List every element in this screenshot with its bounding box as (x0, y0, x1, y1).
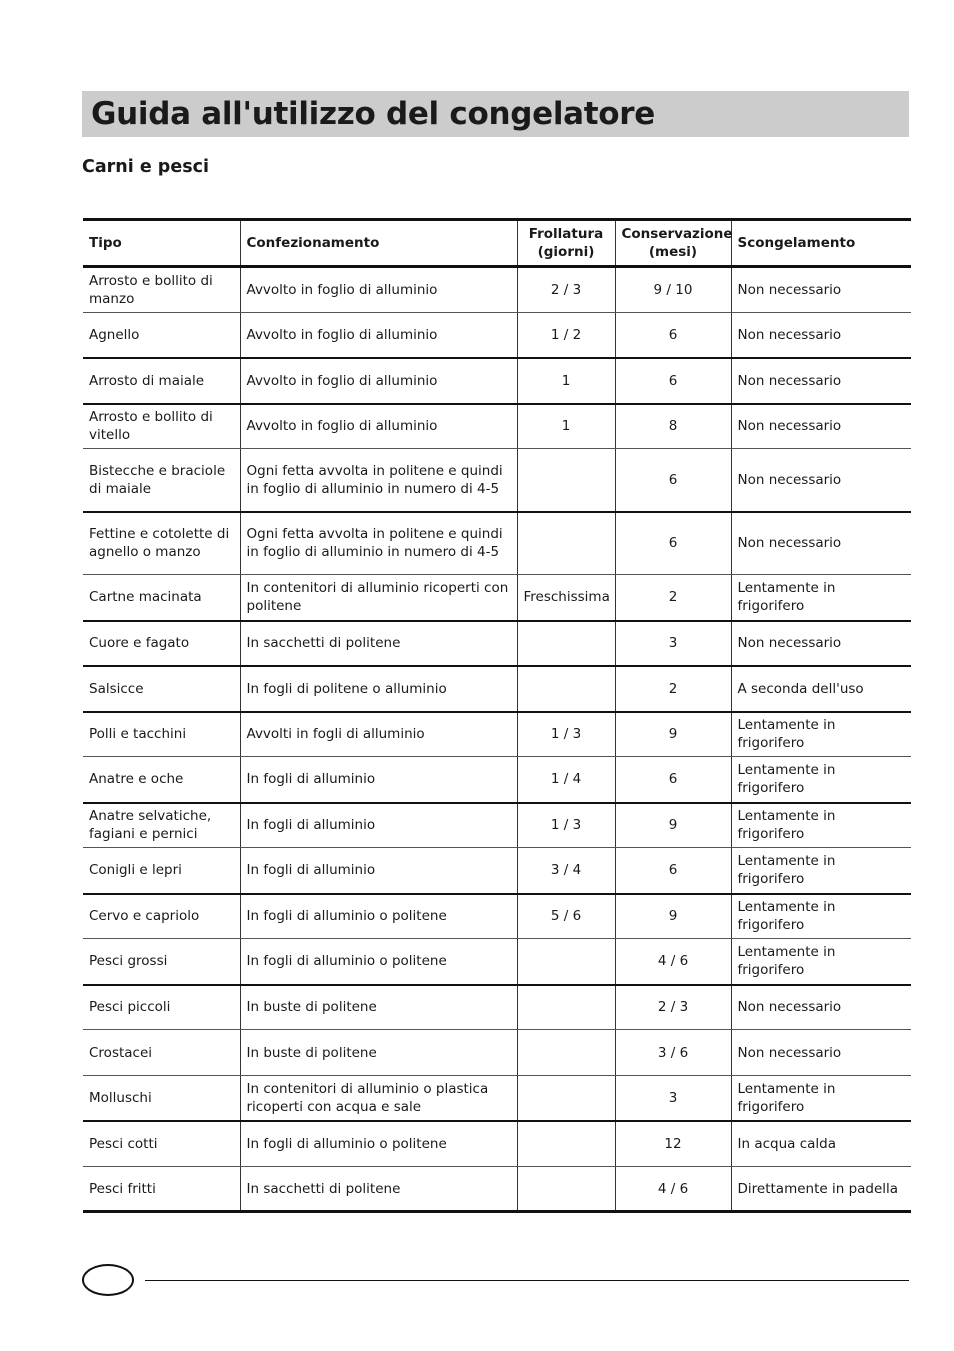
table-row (83, 757, 911, 803)
table-row (83, 575, 911, 621)
cell-tipo: Cuore e fagato (83, 621, 240, 666)
cell-tipo: Pesci cotti (83, 1121, 240, 1167)
cell-tipo: Arrosto e bollito di manzo (83, 267, 240, 313)
cell-frollatura (517, 666, 615, 712)
cell-conservazione: 8 (615, 404, 731, 449)
cell-frollatura: 1 / 2 (517, 313, 615, 358)
cell-scongelamento: Non necessario (731, 1030, 911, 1076)
table-row (83, 358, 911, 404)
cell-frollatura: 1 (517, 404, 615, 449)
header-frollatura: Frollatura (giorni) (517, 220, 615, 267)
header-conservazione: Conservazione (mesi) (615, 220, 731, 267)
cell-frollatura (517, 512, 615, 575)
cell-frollatura (517, 939, 615, 985)
cell-tipo: Anatre e oche (83, 757, 240, 803)
cell-scongelamento: Lentamente in frigorifero (731, 894, 911, 939)
header-confezionamento: Confezionamento (240, 220, 517, 267)
cell-tipo: Bistecche e braciole di maiale (83, 449, 240, 512)
cell-conservazione: 9 (615, 803, 731, 848)
table-row (83, 803, 911, 848)
cell-conservazione: 6 (615, 313, 731, 358)
cell-scongelamento: Direttamente in padella (731, 1167, 911, 1212)
table-row (83, 449, 911, 512)
cell-frollatura (517, 449, 615, 512)
cell-tipo: Pesci piccoli (83, 985, 240, 1030)
cell-tipo: Salsicce (83, 666, 240, 712)
cell-tipo: Arrosto di maiale (83, 358, 240, 404)
cell-tipo: Conigli e lepri (83, 848, 240, 894)
cell-confezionamento: In sacchetti di politene (240, 1167, 517, 1212)
freezer-guide-table (83, 218, 911, 1213)
cell-conservazione: 3 (615, 621, 731, 666)
cell-conservazione: 2 (615, 666, 731, 712)
table-row (83, 848, 911, 894)
header-scongelamento: Scongelamento (731, 220, 911, 267)
cell-confezionamento: In contenitori di alluminio o plastica ricoperti con acqua e sale (240, 1076, 517, 1121)
cell-tipo: Molluschi (83, 1076, 240, 1121)
title-bar (82, 91, 909, 137)
table-row (83, 267, 911, 313)
cell-frollatura (517, 985, 615, 1030)
cell-tipo: Cartne macinata (83, 575, 240, 621)
cell-frollatura: 1 (517, 358, 615, 404)
cell-confezionamento: In contenitori di alluminio ricoperti con politene (240, 575, 517, 621)
cell-conservazione: 9 (615, 894, 731, 939)
cell-frollatura (517, 1030, 615, 1076)
cell-confezionamento: In sacchetti di politene (240, 621, 517, 666)
cell-frollatura (517, 1167, 615, 1212)
cell-scongelamento: Non necessario (731, 267, 911, 313)
table-body (83, 267, 911, 1212)
cell-confezionamento: In fogli di alluminio o politene (240, 939, 517, 985)
cell-tipo: Polli e tacchini (83, 712, 240, 757)
cell-conservazione: 6 (615, 512, 731, 575)
cell-frollatura (517, 1076, 615, 1121)
cell-frollatura: Freschissima (517, 575, 615, 621)
cell-frollatura (517, 621, 615, 666)
cell-confezionamento: Avvolto in foglio di alluminio (240, 313, 517, 358)
cell-confezionamento: Avvolto in foglio di alluminio (240, 267, 517, 313)
cell-conservazione: 6 (615, 449, 731, 512)
cell-frollatura (517, 1121, 615, 1167)
cell-tipo: Crostacei (83, 1030, 240, 1076)
cell-conservazione: 9 / 10 (615, 267, 731, 313)
table-row (83, 404, 911, 449)
cell-tipo: Agnello (83, 313, 240, 358)
cell-frollatura: 1 / 4 (517, 757, 615, 803)
cell-tipo: Arrosto e bollito di vitello (83, 404, 240, 449)
table-row (83, 712, 911, 757)
table-row (83, 1167, 911, 1212)
cell-tipo: Anatre selvatiche, fagiani e pernici (83, 803, 240, 848)
cell-confezionamento: Avvolto in foglio di alluminio (240, 404, 517, 449)
footer-rule (145, 1280, 909, 1281)
table-row (83, 313, 911, 358)
cell-frollatura: 5 / 6 (517, 894, 615, 939)
table-row (83, 1030, 911, 1076)
cell-scongelamento: Non necessario (731, 985, 911, 1030)
cell-scongelamento: Non necessario (731, 449, 911, 512)
cell-confezionamento: Ogni fetta avvolta in politene e quindi in foglio di alluminio in numero di 4-5 (240, 512, 517, 575)
page-title: Guida all'utilizzo del congelatore (91, 96, 656, 132)
cell-confezionamento: In buste di politene (240, 1030, 517, 1076)
cell-conservazione: 3 (615, 1076, 731, 1121)
cell-tipo: Pesci grossi (83, 939, 240, 985)
cell-scongelamento: A seconda dell'uso (731, 666, 911, 712)
cell-scongelamento: Lentamente in frigorifero (731, 757, 911, 803)
header-tipo: Tipo (83, 220, 240, 267)
cell-confezionamento: In buste di politene (240, 985, 517, 1030)
cell-conservazione: 12 (615, 1121, 731, 1167)
cell-tipo: Pesci fritti (83, 1167, 240, 1212)
cell-confezionamento: Avvolto in foglio di alluminio (240, 358, 517, 404)
cell-confezionamento: In fogli di alluminio (240, 803, 517, 848)
cell-confezionamento: In fogli di alluminio o politene (240, 1121, 517, 1167)
cell-scongelamento: Lentamente in frigorifero (731, 803, 911, 848)
cell-scongelamento: Non necessario (731, 358, 911, 404)
cell-frollatura: 1 / 3 (517, 803, 615, 848)
table-row (83, 512, 911, 575)
cell-frollatura: 3 / 4 (517, 848, 615, 894)
cell-scongelamento: Lentamente in frigorifero (731, 848, 911, 894)
cell-confezionamento: In fogli di politene o alluminio (240, 666, 517, 712)
table-row (83, 894, 911, 939)
cell-conservazione: 4 / 6 (615, 1167, 731, 1212)
cell-scongelamento: Lentamente in frigorifero (731, 712, 911, 757)
cell-conservazione: 6 (615, 757, 731, 803)
cell-confezionamento: In fogli di alluminio o politene (240, 894, 517, 939)
cell-conservazione: 9 (615, 712, 731, 757)
cell-conservazione: 2 (615, 575, 731, 621)
table-row (83, 939, 911, 985)
cell-confezionamento: In fogli di alluminio (240, 848, 517, 894)
table-header-row (83, 220, 911, 267)
cell-confezionamento: Avvolti in fogli di alluminio (240, 712, 517, 757)
cell-scongelamento: Non necessario (731, 621, 911, 666)
cell-conservazione: 6 (615, 358, 731, 404)
cell-conservazione: 2 / 3 (615, 985, 731, 1030)
cell-tipo: Cervo e capriolo (83, 894, 240, 939)
cell-scongelamento: Lentamente in frigorifero (731, 575, 911, 621)
cell-confezionamento: In fogli di alluminio (240, 757, 517, 803)
cell-scongelamento: Non necessario (731, 313, 911, 358)
table-row (83, 666, 911, 712)
table-row (83, 621, 911, 666)
table-row (83, 1076, 911, 1121)
cell-confezionamento: Ogni fetta avvolta in politene e quindi in foglio di alluminio in numero di 4-5 (240, 449, 517, 512)
cell-scongelamento: Lentamente in frigorifero (731, 1076, 911, 1121)
table-row (83, 1121, 911, 1167)
table-row (83, 985, 911, 1030)
cell-scongelamento: Non necessario (731, 404, 911, 449)
cell-conservazione: 6 (615, 848, 731, 894)
cell-scongelamento: Non necessario (731, 512, 911, 575)
cell-frollatura: 2 / 3 (517, 267, 615, 313)
page-number-oval (82, 1264, 134, 1296)
cell-tipo: Fettine e cotolette di agnello o manzo (83, 512, 240, 575)
cell-scongelamento: In acqua calda (731, 1121, 911, 1167)
cell-conservazione: 4 / 6 (615, 939, 731, 985)
section-title: Carni e pesci (82, 157, 209, 177)
cell-scongelamento: Lentamente in frigorifero (731, 939, 911, 985)
cell-frollatura: 1 / 3 (517, 712, 615, 757)
cell-conservazione: 3 / 6 (615, 1030, 731, 1076)
